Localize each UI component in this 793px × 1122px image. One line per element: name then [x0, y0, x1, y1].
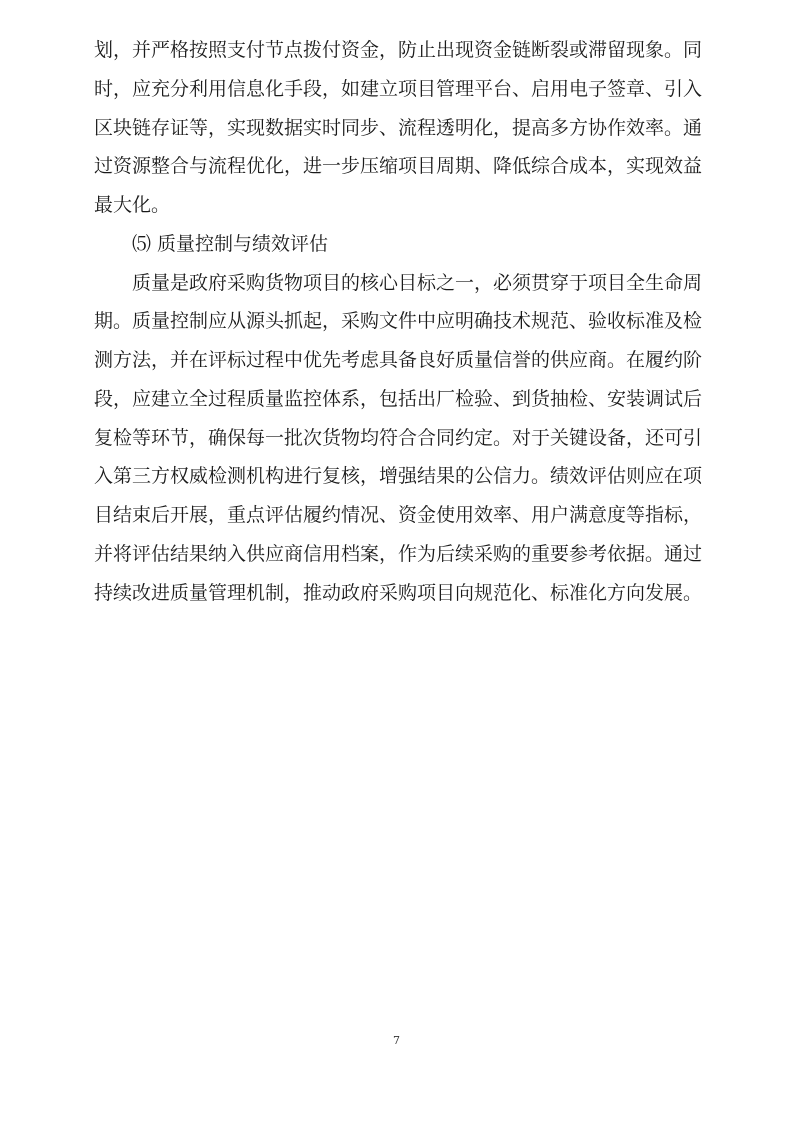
section-heading: ⑸ 质量控制与绩效评估 [132, 232, 329, 255]
paragraph-1-line: 最大化。 [94, 194, 171, 216]
paragraph-2-line: 持续改进质量管理机制，推动政府采购项目向规范化、标准化方向发展。 [94, 581, 703, 604]
paragraph-2-line: 复检等环节，确保每一批次货物均符合合同约定。对于关键设备，还可引 [94, 426, 703, 449]
paragraph-2-line: 入第三方权威检测机构进行复核，增强结果的公信力。绩效评估则应在项 [94, 465, 703, 488]
paragraph-2-line: 测方法，并在评标过程中优先考虑具备良好质量信誉的供应商。在履约阶 [94, 349, 703, 371]
paragraph-2-line: 目结束后开展，重点评估履约情况、资金使用效率、用户满意度等指标， [94, 504, 703, 526]
paragraph-1-line: 区块链存证等，实现数据实时同步、流程透明化，提高多方协作效率。通 [94, 116, 703, 139]
body-text [94, 31, 703, 612]
paragraph-1-line: 划，并严格按照支付节点拨付资金，防止出现资金链断裂或滞留现象。同 [94, 39, 703, 61]
page-number: 7 [393, 1034, 400, 1047]
paragraph-2-line: 段，应建立全过程质量监控体系，包括出厂检验、到货抽检、安装调试后 [94, 387, 703, 410]
paragraph-2-line: 期。质量控制应从源头抓起，采购文件中应明确技术规范、验收标准及检 [94, 310, 703, 333]
paragraph-1-line: 过资源整合与流程优化，进一步压缩项目周期、降低综合成本，实现效益 [94, 155, 703, 178]
paragraph-2-line: 并将评估结果纳入供应商信用档案，作为后续采购的重要参考依据。通过 [94, 542, 703, 565]
paragraph-1-line: 时，应充分利用信息化手段，如建立项目管理平台、启用电子签章、引入 [94, 77, 703, 100]
paragraph-2-line: 质量是政府采购货物项目的核心目标之一，必须贯穿于项目全生命周 [132, 271, 703, 294]
